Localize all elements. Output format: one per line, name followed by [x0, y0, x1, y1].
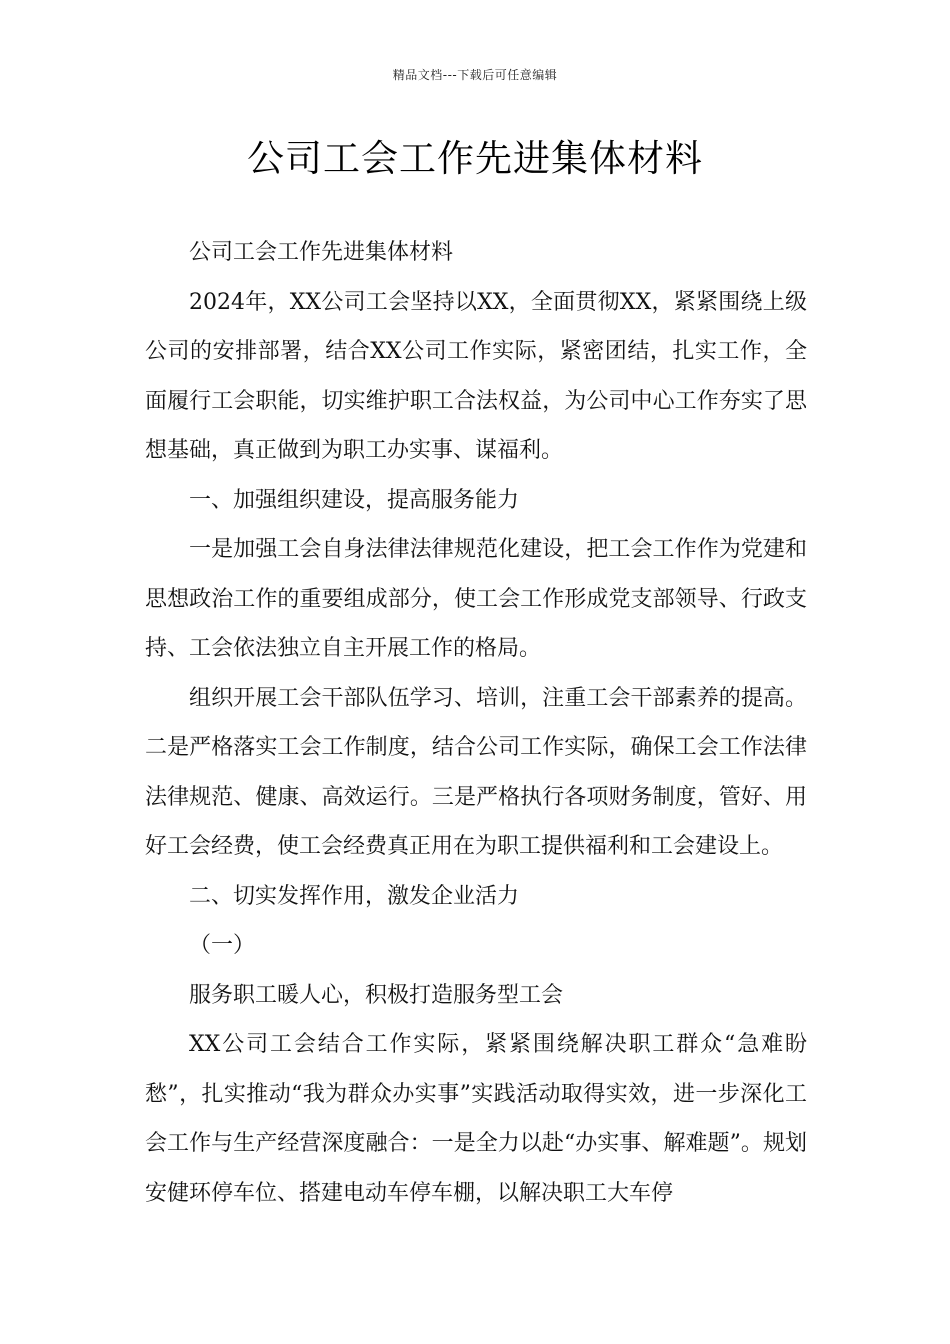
- header-note: 精品文档---下载后可任意编辑: [392, 68, 558, 82]
- document-title: 公司工会工作先进集体材料: [247, 137, 703, 180]
- section-heading-1: 一、加强组织建设，提高服务能力: [189, 487, 520, 513]
- document-body: [145, 228, 807, 1218]
- paragraph-section-2-a: XX公司工会结合工作实际，紧紧围绕解决职工群众“急难盼愁”，扎实推动“我为群众办实事”实践活动取得实效，进一步深化工会工作与生产经营深度融合：一是全力以赴“办实事、解难题”。规划安健环停车位、搭建电动车停车棚，以解决职工大车停: [145, 1032, 807, 1206]
- subsection-marker: （一）: [189, 933, 256, 958]
- paragraph-intro: 2024年，XX公司工会坚持以XX，全面贯彻XX，紧紧围绕上级公司的安排部署，结合XX公司工作实际，紧密团结，扎实工作，全面履行工会职能，切实维护职工合法权益，为公司中心工作夯实了思想基础，真正做到为职工办实事、谋福利。: [145, 289, 807, 463]
- paragraph-section-1-a: 一是加强工会自身法律法律规范化建设，把工会工作作为党建和思想政治工作的重要组成部分，使工会工作形成党支部领导、行政支持、工会依法独立自主开展工作的格局。: [145, 537, 807, 661]
- paragraph-subtitle: 公司工会工作先进集体材料: [189, 240, 454, 265]
- subsection-heading: 服务职工暖人心，积极打造服务型工会: [189, 982, 564, 1008]
- section-heading-2: 二、切实发挥作用，激发企业活力: [189, 883, 520, 909]
- paragraph-section-1-b: 组织开展工会干部队伍学习、培训，注重工会干部素养的提高。二是严格落实工会工作制度，结合公司工作实际，确保工会工作法律法律规范、健康、高效运行。三是严格执行各项财务制度，管好、用好工会经费，使工会经费真正用在为职工提供福利和工会建设上。: [145, 685, 807, 859]
